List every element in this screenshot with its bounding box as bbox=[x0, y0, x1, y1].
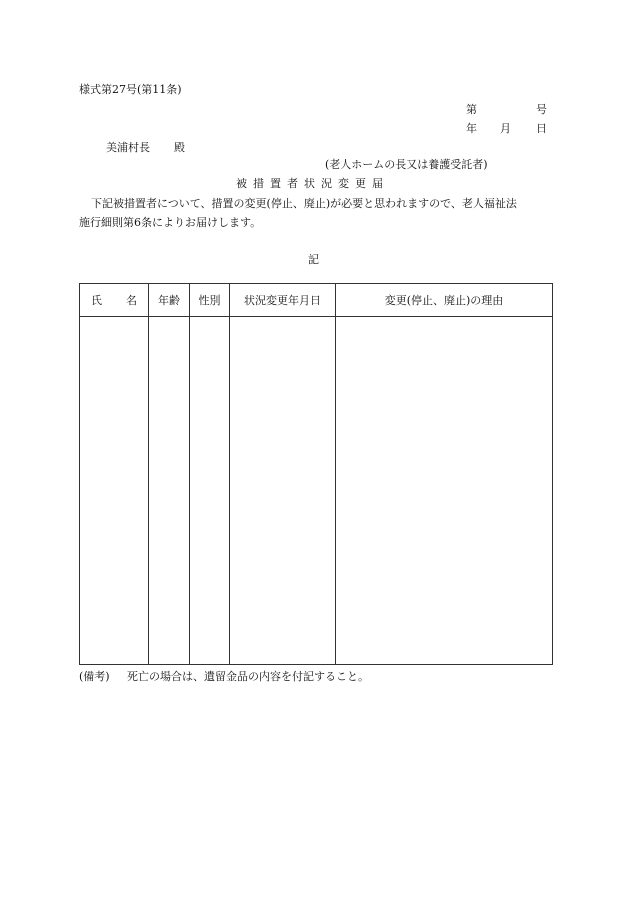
cell-name[interactable] bbox=[80, 317, 149, 665]
table-row bbox=[80, 317, 553, 665]
ki-label: 記 bbox=[308, 253, 319, 266]
document-title: 被措置者状況変更届 bbox=[236, 177, 389, 190]
addressee: 美浦村長 bbox=[106, 141, 150, 154]
column-header-age: 年齢 bbox=[149, 284, 190, 317]
date-year-label: 年 bbox=[466, 122, 477, 135]
cell-reason[interactable] bbox=[336, 317, 553, 665]
column-header-name bbox=[80, 284, 149, 317]
column-header-change-date: 状況変更年月日 bbox=[230, 284, 336, 317]
remarks-text: 死亡の場合は、遺留金品の内容を付記すること。 bbox=[127, 670, 369, 683]
column-header-name-right: 名 bbox=[126, 294, 137, 307]
table-header-row bbox=[80, 284, 553, 317]
cell-age[interactable] bbox=[149, 317, 190, 665]
column-header-name-left: 氏 bbox=[91, 294, 102, 307]
body-text-line-2: 施行細則第6条によりお届けします。 bbox=[79, 216, 262, 229]
date-month-label: 月 bbox=[500, 122, 511, 135]
column-header-sex: 性別 bbox=[190, 284, 230, 317]
document-number-prefix: 第 bbox=[466, 103, 477, 116]
cell-change-date[interactable] bbox=[230, 317, 336, 665]
date-day-label: 日 bbox=[536, 122, 547, 135]
remarks-label: (備考) bbox=[79, 670, 110, 683]
record-table bbox=[79, 283, 553, 665]
addressee-honorific: 殿 bbox=[174, 141, 185, 154]
document-number-suffix: 号 bbox=[536, 103, 547, 116]
submitter-designation: (老人ホームの長又は養護受託者) bbox=[325, 158, 488, 171]
form-number: 様式第27号(第11条) bbox=[79, 83, 182, 96]
cell-sex[interactable] bbox=[190, 317, 230, 665]
column-header-reason: 変更(停止、廃止)の理由 bbox=[336, 284, 553, 317]
body-text-line-1: 下記被措置者について、措置の変更(停止、廃止)が必要と思われますので、老人福祉法 bbox=[91, 197, 517, 210]
